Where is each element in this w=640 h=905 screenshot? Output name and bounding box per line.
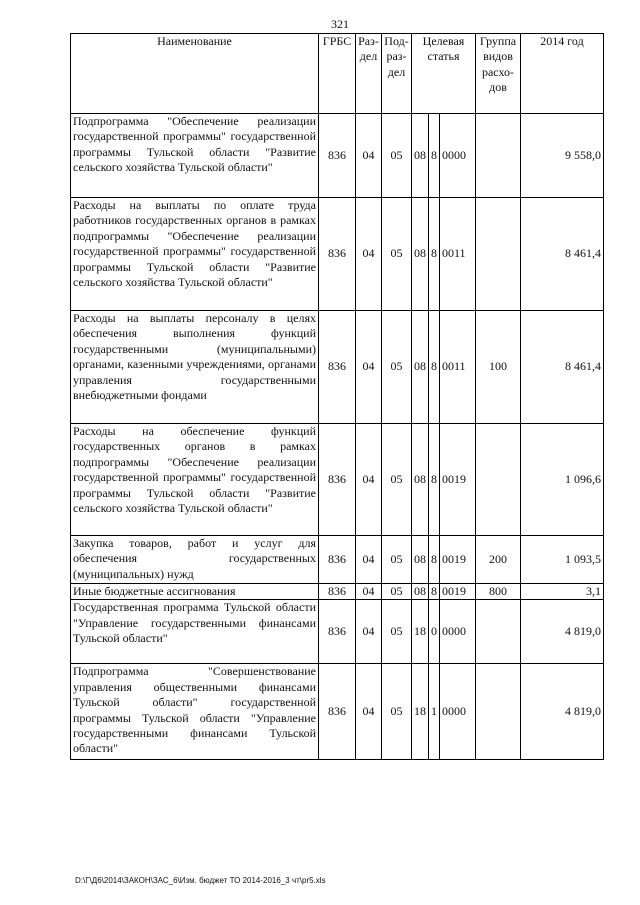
row-name: Расходы на выплаты персоналу в целях обеспечения выполнения функций государственными (муниципальными) органами, казенными учреждениями, органами управления государственными внебюджетными фондами <box>71 311 319 424</box>
row-razdel: 04 <box>356 536 382 584</box>
row-celevaya-part2: 8 <box>429 536 440 584</box>
table-header-row <box>71 34 604 114</box>
row-celevaya-part1: 18 <box>412 664 429 760</box>
table-row <box>71 114 604 198</box>
row-gruppa-vidov <box>476 424 521 536</box>
table-row <box>71 311 604 424</box>
row-name: Иные бюджетные ассигнования <box>71 584 319 600</box>
row-celevaya-part1: 08 <box>412 536 429 584</box>
row-celevaya-part2: 1 <box>429 664 440 760</box>
header-gruppa-vidov: Группа видов расхо- дов <box>476 34 521 114</box>
row-celevaya-part3: 0000 <box>440 664 476 760</box>
row-razdel: 04 <box>356 311 382 424</box>
row-gruppa-vidov: 100 <box>476 311 521 424</box>
row-gruppa-vidov: 800 <box>476 584 521 600</box>
row-gruppa-vidov: 200 <box>476 536 521 584</box>
row-grbs: 836 <box>319 311 356 424</box>
table-row <box>71 536 604 584</box>
row-celevaya-part1: 08 <box>412 584 429 600</box>
row-name: Закупка товаров, работ и услуг для обеспечения государственных (муниципальных) нужд <box>71 536 319 584</box>
row-celevaya-part1: 18 <box>412 600 429 664</box>
table-row <box>71 600 604 664</box>
row-gruppa-vidov <box>476 600 521 664</box>
row-grbs: 836 <box>319 664 356 760</box>
budget-table <box>70 33 604 760</box>
row-amount: 1 096,6 <box>521 424 604 536</box>
row-razdel: 04 <box>356 584 382 600</box>
row-name: Расходы на обеспечение функций государственных органов в рамках подпрограммы "Обеспечение реализации государственной программы" государственной программы Тульской области "Развитие сельского хозяйства Тульской области" <box>71 424 319 536</box>
row-celevaya-part3: 0000 <box>440 114 476 198</box>
row-amount: 1 093,5 <box>521 536 604 584</box>
row-gruppa-vidov <box>476 114 521 198</box>
row-celevaya-part2: 8 <box>429 198 440 311</box>
row-razdel: 04 <box>356 114 382 198</box>
row-razdel: 04 <box>356 600 382 664</box>
row-grbs: 836 <box>319 584 356 600</box>
row-grbs: 836 <box>319 424 356 536</box>
row-amount: 8 461,4 <box>521 198 604 311</box>
row-podrazdel: 05 <box>382 198 412 311</box>
row-celevaya-part3: 0000 <box>440 600 476 664</box>
header-podrazdel: Под- раз- дел <box>382 34 412 114</box>
table-row <box>71 424 604 536</box>
row-gruppa-vidov <box>476 198 521 311</box>
row-amount: 4 819,0 <box>521 664 604 760</box>
row-amount: 9 558,0 <box>521 114 604 198</box>
row-podrazdel: 05 <box>382 311 412 424</box>
row-grbs: 836 <box>319 198 356 311</box>
row-razdel: 04 <box>356 198 382 311</box>
row-name: Подпрограмма "Обеспечение реализации государственной программы" государственной программы Тульской области "Развитие сельского хозяйства Тульской области" <box>71 114 319 198</box>
row-podrazdel: 05 <box>382 584 412 600</box>
row-razdel: 04 <box>356 664 382 760</box>
header-grbs: ГРБС <box>319 34 356 114</box>
row-celevaya-part3: 0019 <box>440 584 476 600</box>
row-amount: 4 819,0 <box>521 600 604 664</box>
row-celevaya-part2: 8 <box>429 584 440 600</box>
row-celevaya-part1: 08 <box>412 311 429 424</box>
row-celevaya-part1: 08 <box>412 198 429 311</box>
row-name: Государственная программа Тульской области "Управление государственными финансами Тульской области" <box>71 600 319 664</box>
row-celevaya-part1: 08 <box>412 424 429 536</box>
header-celevaya-statya: Целевая статья <box>412 34 476 114</box>
header-razdel: Раз- дел <box>356 34 382 114</box>
page-number: 321 <box>331 17 349 31</box>
row-celevaya-part2: 8 <box>429 311 440 424</box>
row-celevaya-part3: 0011 <box>440 311 476 424</box>
file-path-footer: D:\Г\Д6\2014\ЗАКОН\ЗАС_6\Изм. бюджет ТО 2014-2016_3 чт\pr5.xls <box>75 876 326 885</box>
row-podrazdel: 05 <box>382 536 412 584</box>
row-podrazdel: 05 <box>382 114 412 198</box>
table-row <box>71 584 604 600</box>
header-name: Наименование <box>71 34 319 114</box>
row-celevaya-part3: 0019 <box>440 424 476 536</box>
row-name: Расходы на выплаты по оплате труда работников государственных органов в рамках подпрограммы "Обеспечение реализации государственной программы" государственной программы Тульской области "Развитие сельского хозяйства Тульской области" <box>71 198 319 311</box>
row-razdel: 04 <box>356 424 382 536</box>
row-amount: 8 461,4 <box>521 311 604 424</box>
table-row <box>71 198 604 311</box>
row-gruppa-vidov <box>476 664 521 760</box>
row-podrazdel: 05 <box>382 664 412 760</box>
row-grbs: 836 <box>319 536 356 584</box>
row-amount: 3,1 <box>521 584 604 600</box>
row-celevaya-part2: 0 <box>429 600 440 664</box>
header-year: 2014 год <box>521 34 604 114</box>
row-grbs: 836 <box>319 600 356 664</box>
table-row <box>71 664 604 760</box>
row-celevaya-part3: 0011 <box>440 198 476 311</box>
row-celevaya-part3: 0019 <box>440 536 476 584</box>
row-grbs: 836 <box>319 114 356 198</box>
row-celevaya-part2: 8 <box>429 114 440 198</box>
row-name: Подпрограмма "Совершенствование управления общественными финансами Тульской области" государственной программы Тульской области "Управление государственными финансами Тульской области" <box>71 664 319 760</box>
row-celevaya-part2: 8 <box>429 424 440 536</box>
row-podrazdel: 05 <box>382 600 412 664</box>
row-podrazdel: 05 <box>382 424 412 536</box>
row-celevaya-part1: 08 <box>412 114 429 198</box>
